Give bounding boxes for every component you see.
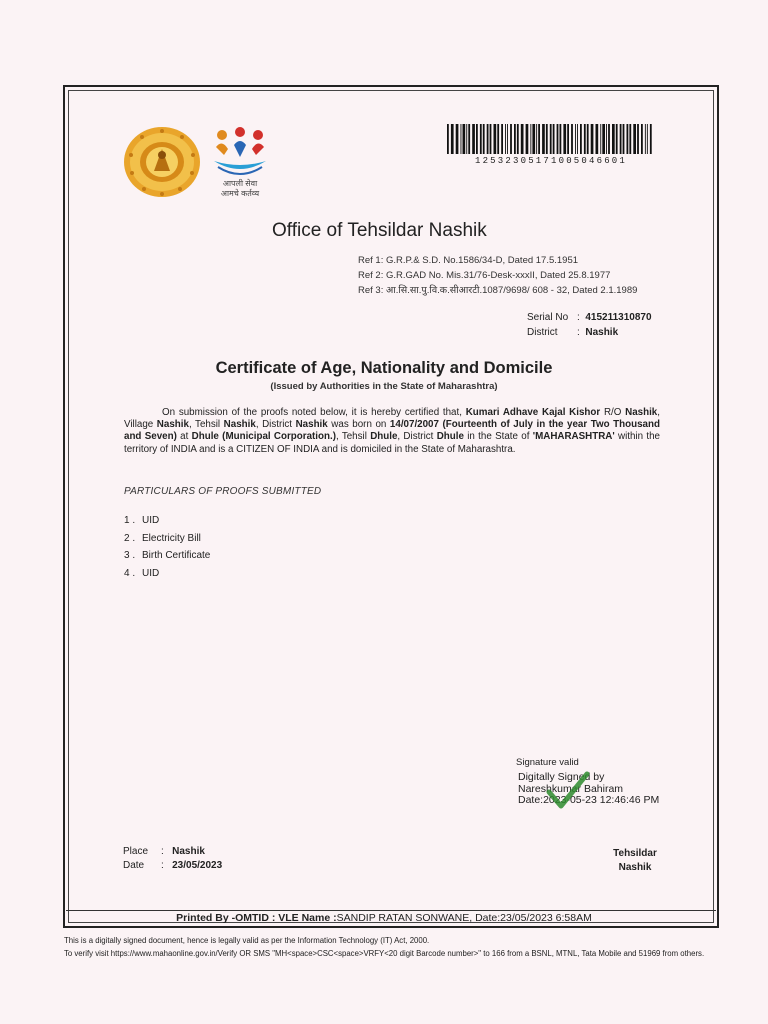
barcode-bar xyxy=(608,124,610,154)
serial-value: 415211310870 xyxy=(585,312,652,323)
footer-line: This is a digitally signed document, hence is legally valid as per the Information Technology (IT) Act, 2000. xyxy=(64,936,430,945)
district-label: District xyxy=(527,327,558,338)
signature-line: Digitally Signed by xyxy=(518,771,605,783)
district: Nashik xyxy=(295,419,328,431)
barcode-bar xyxy=(575,124,576,154)
list-label: Electricity Bill xyxy=(142,532,201,544)
barcode-bar xyxy=(620,124,622,154)
barcode-bar xyxy=(580,124,582,154)
barcode-bar xyxy=(557,124,559,154)
body-text: at xyxy=(176,431,192,443)
barcode-bar xyxy=(487,124,489,154)
footer-verify-line: To verify visit https://www.mahaonline.gov.in/Verify OR SMS "MH<space>CSC<space>VRFY<20 digit Barcode number>" to 166 from a BSNL, MTNL, Tata Mobile and 51969 from others. xyxy=(64,948,705,958)
check-icon xyxy=(545,770,591,810)
barcode-bar xyxy=(629,124,631,154)
barcode-bar xyxy=(550,124,552,154)
barcode-bar xyxy=(476,124,478,154)
barcode-bar xyxy=(507,124,508,154)
barcode-bar xyxy=(501,124,503,154)
body-text: , District xyxy=(397,431,437,443)
barcode-bar xyxy=(584,124,586,154)
barcode-bar xyxy=(563,124,566,154)
barcode-bar xyxy=(616,124,618,154)
barcode-number: 12532305171005046601 xyxy=(474,156,628,166)
barcode-bar xyxy=(494,124,497,154)
logo-caption-line1: आपली सेवा xyxy=(222,179,258,188)
certificate-title: Certificate of Age, Nationality and Domicile xyxy=(215,359,553,377)
list-item xyxy=(124,530,210,548)
barcode-bar xyxy=(577,124,578,154)
signature-date: Date:2023-05-23 12:46:46 PM xyxy=(518,794,660,806)
birthplace: Dhule (Municipal Corporation.) xyxy=(191,431,336,443)
footer-notes xyxy=(64,935,724,960)
certificate-subtitle: (Issued by Authorities in the State of Maharashtra) xyxy=(270,381,498,392)
barcode-bar xyxy=(600,124,601,154)
body-text: was born on xyxy=(327,419,390,431)
state: 'MAHARASHTRA' xyxy=(532,431,615,443)
barcode-bar xyxy=(591,124,594,154)
barcode-bar xyxy=(571,124,573,154)
barcode-bar xyxy=(542,124,545,154)
barcode-bar xyxy=(596,124,599,154)
place-date-block xyxy=(123,845,222,873)
barcode-bar xyxy=(530,124,531,154)
barcode-bar xyxy=(587,124,589,154)
barcode-bar xyxy=(483,124,485,154)
barcode-bar xyxy=(560,124,562,154)
printed-prefix: Printed By -OMTID : VLE Name : xyxy=(176,912,337,924)
barcode-bar xyxy=(647,124,648,154)
residence: Nashik xyxy=(625,407,658,418)
barcode-bar xyxy=(612,124,615,154)
barcode-bar xyxy=(623,124,625,154)
place-value: Nashik xyxy=(172,846,205,857)
signature-valid: Signature valid xyxy=(516,757,579,768)
village: Nashik xyxy=(156,419,189,431)
list-number: 1 . xyxy=(124,515,136,526)
barcode-bar xyxy=(536,124,537,154)
barcode-bar xyxy=(451,124,454,154)
divider xyxy=(66,910,716,911)
tehsildar-title: Tehsildar xyxy=(613,848,657,859)
certificate-body xyxy=(124,407,660,456)
district-sep: : xyxy=(577,327,580,338)
list-label: Birth Certificate xyxy=(142,550,211,561)
barcode-bar xyxy=(602,124,605,154)
barcode-bar xyxy=(553,124,555,154)
body-text: in the State of xyxy=(463,431,533,443)
list-number: 2 . xyxy=(124,532,136,544)
date-of-birth: 14/07/2007 (Fourteenth of July in the year Two Thousand and Seven) xyxy=(124,419,660,443)
barcode-bar xyxy=(641,124,643,154)
barcode-bar xyxy=(517,124,519,154)
body-text: , Tehsil xyxy=(188,419,224,431)
body-text: , District xyxy=(255,419,296,431)
barcode-bar xyxy=(521,124,524,154)
barcode-bar xyxy=(447,124,449,154)
barcode-bar xyxy=(461,124,462,154)
barcode-bar xyxy=(468,124,470,154)
proofs-heading: PARTICULARS OF PROOFS SUBMITTED xyxy=(124,486,322,497)
date-value: 23/05/2023 xyxy=(172,860,223,871)
office-title: Office of Tehsildar Nashik xyxy=(272,220,487,241)
ref-1: Ref 1: G.R.P.& S.D. No.1586/34-D, Dated 17.5.1951 xyxy=(358,255,579,266)
holder-name: Kumari Adhave Kajal Kishor xyxy=(465,407,601,418)
body-text: within the territory of INDIA and is a CITIZEN OF INDIA and is domiciled in the State of Maharashtra. xyxy=(124,431,660,455)
barcode-bar xyxy=(526,124,529,154)
barcode-bar xyxy=(627,124,629,154)
serial-label: Serial No xyxy=(527,312,569,323)
serial-sep: : xyxy=(577,312,580,323)
barcode-bar xyxy=(532,124,535,154)
ref-2: Ref 2: G.R.GAD No. Mis.31/76-Desk-xxxII, Dated 25.8.1977 xyxy=(358,270,611,281)
body-text: On submission of the proofs noted below, it is hereby certified that, xyxy=(162,407,466,418)
barcode-bar xyxy=(567,124,569,154)
barcode-bar xyxy=(546,124,548,154)
barcode-bar xyxy=(633,124,636,154)
barcode-bar xyxy=(510,124,512,154)
barcode-bar xyxy=(456,124,459,154)
place-sep: : xyxy=(161,846,164,857)
serial-block xyxy=(527,310,652,340)
barcode-bar xyxy=(480,124,482,154)
logo-caption-line2: आमचे कर्तव्य xyxy=(220,189,260,198)
list-item xyxy=(124,565,210,583)
barcode-bar xyxy=(505,124,506,154)
birth-tehsil: Dhule xyxy=(370,431,398,443)
barcode-bar xyxy=(637,124,639,154)
place-label: Place xyxy=(123,846,149,857)
list-label: UID xyxy=(142,515,160,526)
printed-by xyxy=(0,912,768,924)
barcode-bar xyxy=(645,124,646,154)
list-number: 3 . xyxy=(124,550,136,561)
date-sep: : xyxy=(161,860,164,871)
body-text: , Tehsil xyxy=(335,431,371,443)
proofs-list xyxy=(124,512,210,582)
barcode-bar xyxy=(606,124,607,154)
tehsildar-block xyxy=(600,847,670,875)
district-value: Nashik xyxy=(585,327,619,338)
body-text: , Village xyxy=(124,407,660,431)
government-seal-emblem xyxy=(122,125,202,199)
barcode-bar xyxy=(538,124,540,154)
list-label: UID xyxy=(142,567,160,579)
barcode-bar xyxy=(497,124,499,154)
date-label: Date xyxy=(123,860,145,871)
barcode-bar xyxy=(472,124,475,154)
barcode-bar xyxy=(490,124,492,154)
barcode xyxy=(445,124,657,156)
list-number: 4 . xyxy=(124,567,136,579)
birth-district: Dhule xyxy=(436,431,464,443)
aapli-seva-logo xyxy=(208,123,272,207)
barcode-bar xyxy=(466,124,467,154)
barcode-bar xyxy=(514,124,516,154)
ref-3: Ref 3: आ.सि.सा.पु.वि.क.सीआरटी.1087/9698/ 608 - 32, Dated 2.1.1989 xyxy=(358,285,638,296)
barcode-bar xyxy=(650,124,652,154)
tehsil: Nashik xyxy=(223,419,256,431)
barcode-bar xyxy=(463,124,466,154)
printed-details: SANDIP RATAN SONWANE, Date:23/05/2023 6:58AM xyxy=(336,912,592,924)
list-item xyxy=(124,512,210,530)
list-item xyxy=(124,547,210,565)
tehsildar-place: Nashik xyxy=(618,862,652,873)
references xyxy=(358,253,637,298)
body-text: R/O xyxy=(600,407,626,418)
signature-signer: Nareshkumar Bahiram xyxy=(518,782,624,795)
